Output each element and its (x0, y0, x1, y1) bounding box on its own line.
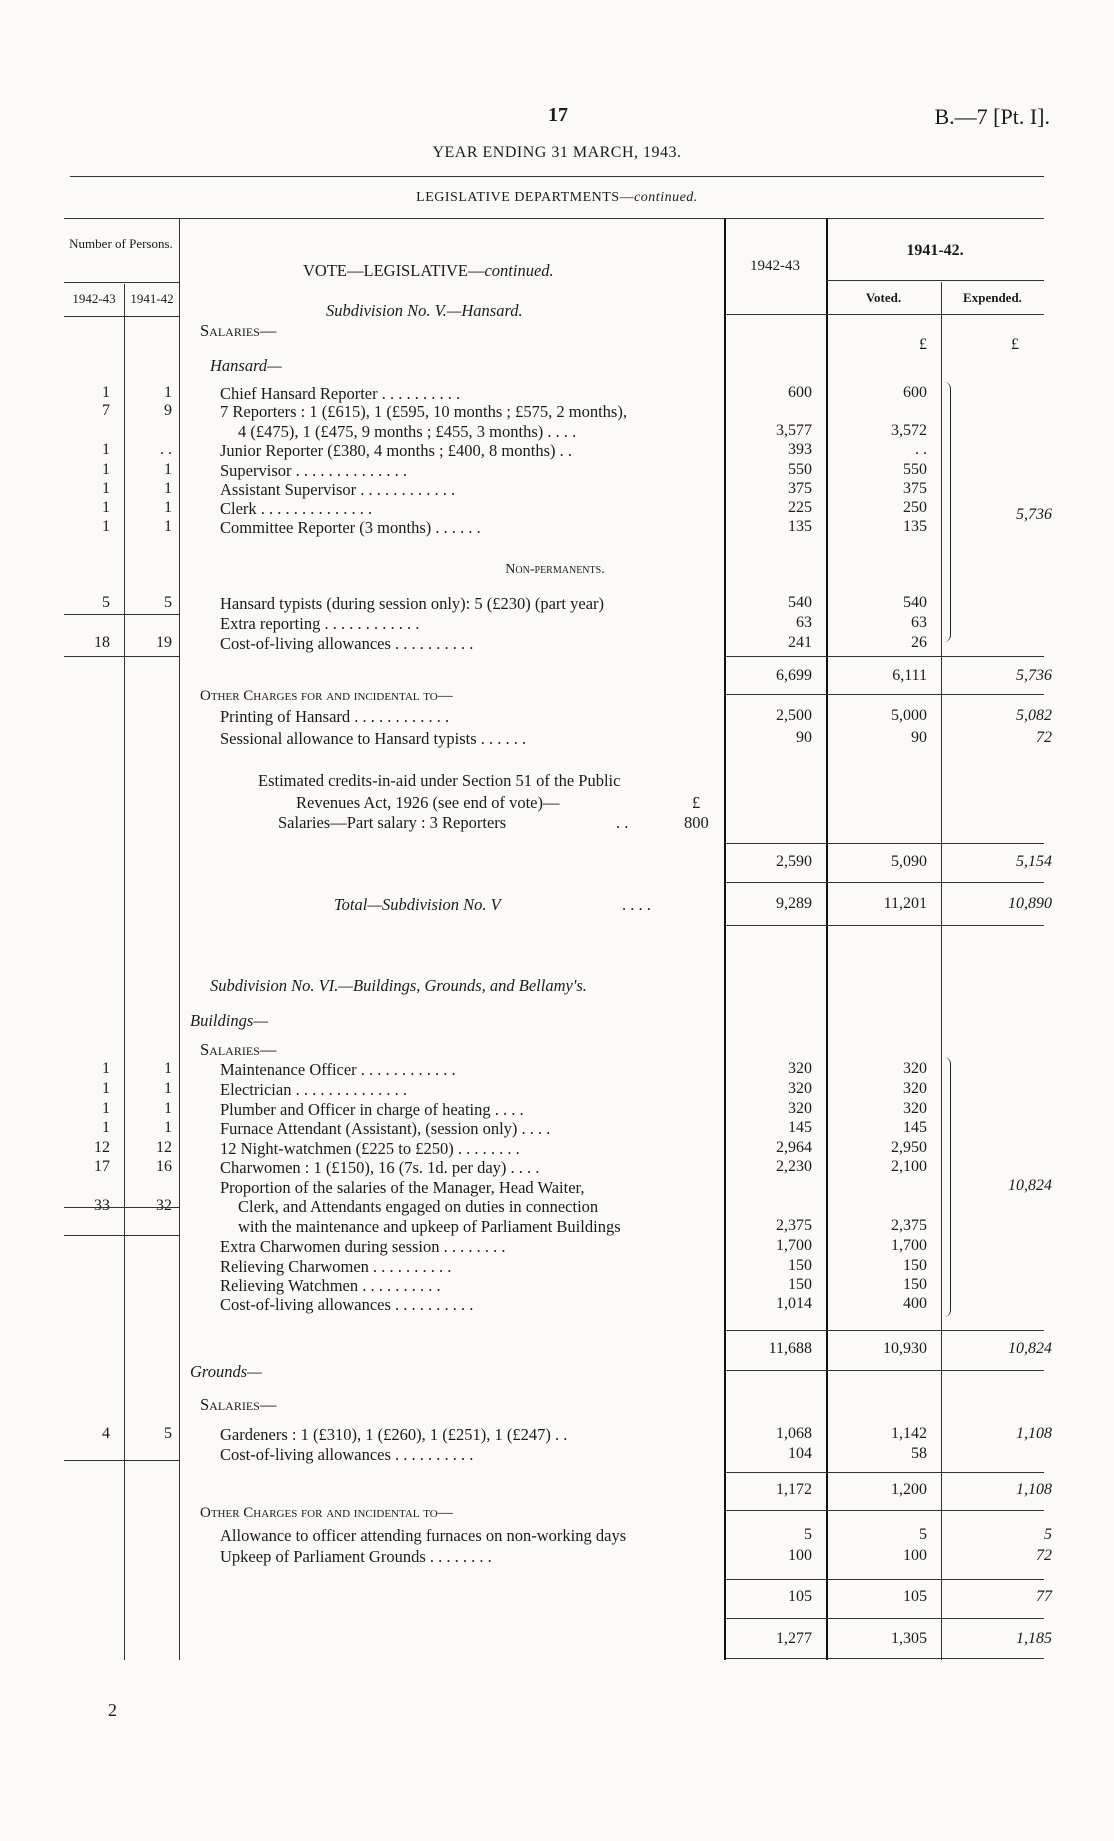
grounds-total-est: 1,277 (776, 1630, 812, 1647)
row-label: Proportion of the salaries of the Manager, Head Waiter, (220, 1178, 585, 1197)
row-persons-1941: 9 (164, 402, 172, 419)
grounds-heading: Grounds— (190, 1362, 262, 1381)
row-voted: . . (915, 441, 927, 458)
grounds-sal-total-rule-b (726, 1510, 1044, 1511)
row-label: 7 Reporters : 1 (£615), 1 (£595, 10 months ; £575, 2 months), (220, 402, 627, 421)
row-persons-1942: 1 (102, 441, 110, 458)
col-rule-3 (724, 218, 726, 1660)
row-label: Clerk . . . . . . . . . . . . . . (220, 499, 373, 518)
buildings-total-rule-b (726, 1370, 1044, 1371)
credits-in-aid-line3: Salaries—Part salary : 3 Reporters (278, 813, 507, 832)
prev-year-heading: 1941-42. (906, 242, 964, 259)
grounds-other-total-est: 105 (788, 1588, 812, 1605)
buildings-total-est: 11,688 (768, 1340, 812, 1357)
printing-hansard-label: Printing of Hansard . . . . . . . . . . . . (220, 707, 450, 726)
row-voted: 63 (911, 614, 927, 631)
row-label: Extra reporting . . . . . . . . . . . . (220, 614, 420, 633)
subdiv5-other-total-est: 2,590 (776, 853, 812, 870)
row-label: Clerk, and Attendants engaged on duties in connection (238, 1197, 599, 1216)
document-reference: B.—7 [Pt. I]. (934, 104, 1050, 129)
grounds-total-expended: 1,185 (1016, 1630, 1052, 1647)
row-label: Relieving Watchmen . . . . . . . . . . (220, 1276, 441, 1295)
row-voted: 2,375 (891, 1217, 927, 1234)
subdiv5-salary-total-voted: 6,111 (892, 667, 927, 684)
persons-rule-b (64, 656, 180, 657)
row-persons-1942: 1 (102, 480, 110, 497)
row-estimate: 540 (788, 594, 812, 611)
year-title: YEAR ENDING 31 MARCH, 1943. (432, 144, 682, 161)
row-estimate: 600 (788, 384, 812, 401)
credits-in-aid-line1: Estimated credits-in-aid under Section 51 of the Public (258, 771, 621, 790)
row-estimate: 150 (788, 1257, 812, 1274)
row-estimate: 2,964 (776, 1139, 812, 1156)
subdiv5-salaries-heading: Salaries— (200, 321, 277, 340)
subdiv5-total-label: Total—Subdivision No. V (334, 895, 501, 914)
row-label: Relieving Charwomen . . . . . . . . . . (220, 1257, 452, 1276)
printing-hansard-expended: 5,082 (1016, 707, 1052, 724)
row-persons-1941: 1 (164, 1119, 172, 1136)
row-persons-1942: 7 (102, 402, 110, 419)
grounds-sal-total-expended: 1,108 (1016, 1481, 1052, 1498)
row-voted: 550 (903, 461, 927, 478)
row-label: Extra Charwomen during session . . . . . . . . (220, 1237, 506, 1256)
furnace-allowance-est: 5 (804, 1526, 812, 1543)
row-label: Supervisor . . . . . . . . . . . . . . (220, 461, 407, 480)
row-label: Hansard typists (during session only): 5 (£230) (part year) (220, 594, 605, 613)
buildings-total-rule (726, 1330, 1044, 1331)
sessional-allowance-est: 90 (796, 729, 812, 746)
row-estimate: 550 (788, 461, 812, 478)
gardeners-persons-1941: 5 (164, 1425, 172, 1442)
expended-pound-sign: £ (1011, 336, 1019, 353)
row-persons-1941: 16 (156, 1158, 172, 1175)
gardeners-label: Gardeners : 1 (£310), 1 (£260), 1 (£251), 1 (£247) . . (220, 1425, 568, 1444)
row-persons-1941: 1 (164, 461, 172, 478)
row-persons-1942: 1 (102, 461, 110, 478)
row-label: Charwomen : 1 (£150), 16 (7s. 1d. per day) . . . . (220, 1158, 540, 1177)
row-persons-1941: 1 (164, 518, 172, 535)
row-voted: 320 (903, 1100, 927, 1117)
row-persons-1942: 1 (102, 384, 110, 401)
sessional-allowance-voted: 90 (911, 729, 927, 746)
nonpermanents-heading: Non-permanents. (505, 562, 605, 577)
credits-in-aid-line2: Revenues Act, 1926 (see end of vote)— (296, 793, 560, 812)
upkeep-grounds-label: Upkeep of Parliament Grounds . . . . . . . . (220, 1547, 492, 1566)
row-voted: 250 (903, 499, 927, 516)
row-label: Electrician . . . . . . . . . . . . . . (220, 1080, 407, 1099)
subdiv5-total-voted: 11,201 (883, 895, 927, 912)
upkeep-grounds-expended: 72 (1036, 1547, 1052, 1564)
row-voted: 600 (903, 384, 927, 401)
row-label: with the maintenance and upkeep of Parliament Buildings (238, 1217, 621, 1236)
row-estimate: 320 (788, 1060, 812, 1077)
credits-pound-sign: £ (692, 793, 701, 812)
page-number: 17 (548, 104, 568, 126)
row-estimate: 63 (796, 614, 812, 631)
subdiv5-other-total-rule (726, 843, 1044, 844)
row-voted: 3,572 (891, 422, 927, 439)
row-label: Assistant Supervisor . . . . . . . . . . . . (220, 480, 456, 499)
row-persons-1942: 18 (94, 634, 110, 651)
subdiv5-other-total-expended: 5,154 (1016, 853, 1052, 870)
top-rule (70, 176, 1044, 177)
grounds-other-total-voted: 105 (903, 1588, 927, 1605)
row-voted: 135 (903, 518, 927, 535)
grounds-other-total-rule-b (726, 1618, 1044, 1619)
persons-1942-heading: 1942-43 (72, 291, 116, 306)
persons-1941-heading: 1941-42 (130, 291, 174, 306)
grounds-total-rule (726, 1658, 1044, 1659)
row-estimate: 1,014 (776, 1295, 812, 1312)
subdiv5-brace-total: 5,736 (1016, 506, 1052, 523)
row-estimate: 320 (788, 1080, 812, 1097)
row-estimate: 145 (788, 1119, 812, 1136)
subdiv5-total-rule (726, 925, 1044, 926)
buildings-heading: Buildings— (190, 1011, 268, 1030)
gardeners-persons-1942: 4 (102, 1425, 110, 1442)
voted-pound-sign: £ (919, 336, 927, 353)
row-voted: 26 (911, 634, 927, 651)
row-voted: 145 (903, 1119, 927, 1136)
row-voted: 1,700 (891, 1237, 927, 1254)
subdiv5-salary-total-expended: 5,736 (1016, 667, 1052, 684)
row-estimate: 2,375 (776, 1217, 812, 1234)
row-persons-1942: 33 (94, 1197, 110, 1214)
row-estimate: 2,230 (776, 1158, 812, 1175)
row-persons-1942: 1 (102, 499, 110, 516)
row-voted: 2,100 (891, 1158, 927, 1175)
grounds-total-voted: 1,305 (891, 1630, 927, 1647)
subdiv6-title: Subdivision No. VI.—Buildings, Grounds, and Bellamy's. (210, 976, 587, 995)
hansard-heading: Hansard— (210, 356, 282, 375)
row-estimate: 150 (788, 1276, 812, 1293)
row-persons-1941: 1 (164, 384, 172, 401)
subdiv5-salary-total-rule (726, 656, 1044, 657)
prev-year-rule (826, 280, 1044, 281)
grounds-sal-total-est: 1,172 (776, 1481, 812, 1498)
grounds-other-total-expended: 77 (1036, 1588, 1052, 1605)
grounds-sal-total-rule (726, 1472, 1044, 1473)
subdiv5-brace (944, 382, 951, 642)
row-estimate: 375 (788, 480, 812, 497)
row-label: Committee Reporter (3 months) . . . . . . (220, 518, 481, 537)
buildings-total-expended: 10,824 (1008, 1340, 1052, 1357)
row-voted: 400 (903, 1295, 927, 1312)
row-persons-1941: 1 (164, 499, 172, 516)
furnace-allowance-voted: 5 (919, 1526, 927, 1543)
credits-in-aid-amount: 800 (684, 813, 709, 832)
voted-heading: Voted. (865, 290, 902, 305)
row-label: 4 (£475), 1 (£475, 9 months ; £455, 3 months) . . . . (238, 422, 577, 441)
row-persons-1941: 12 (156, 1139, 172, 1156)
row-label: Chief Hansard Reporter . . . . . . . . . . (220, 384, 461, 403)
head-bottom-rule (726, 314, 1044, 315)
row-estimate: 3,577 (776, 422, 812, 439)
subdiv5-total-est: 9,289 (776, 895, 812, 912)
sessional-allowance-label: Sessional allowance to Hansard typists . . . . . . (220, 729, 527, 748)
row-voted: 320 (903, 1080, 927, 1097)
grounds-sal-total-voted: 1,200 (891, 1481, 927, 1498)
row-persons-1942: 1 (102, 1100, 110, 1117)
row-persons-1942: 1 (102, 1119, 110, 1136)
row-persons-1941: 1 (164, 1060, 172, 1077)
footer-page-marker: 2 (108, 1700, 117, 1720)
row-persons-1941: 1 (164, 480, 172, 497)
sessional-allowance-expended: 72 (1036, 729, 1052, 746)
gardeners-voted: 1,142 (891, 1425, 927, 1442)
number-persons-heading: Number of Persons. (69, 236, 173, 251)
row-persons-1942: 17 (94, 1158, 110, 1175)
row-persons-1941: . . (160, 441, 172, 458)
row-label: 12 Night-watchmen (£225 to £250) . . . . . . . . (220, 1139, 520, 1158)
row-voted: 375 (903, 480, 927, 497)
persons-head-rule (64, 316, 180, 317)
persons-rule-e (64, 1460, 180, 1461)
upkeep-grounds-voted: 100 (903, 1547, 927, 1564)
persons-rule-a (64, 614, 180, 615)
subdiv5-salary-total-rule-b (726, 694, 1044, 695)
row-persons-1942: 1 (102, 1060, 110, 1077)
expended-heading: Expended. (963, 290, 1022, 305)
row-persons-1941: 19 (156, 634, 172, 651)
upkeep-grounds-est: 100 (788, 1547, 812, 1564)
furnace-allowance-label: Allowance to officer attending furnaces on non-working days (220, 1526, 627, 1545)
subdiv5-other-total-rule-b (726, 882, 1044, 883)
subdiv5-total-expended: 10,890 (1008, 895, 1052, 912)
row-persons-1941: 1 (164, 1080, 172, 1097)
col-rule-5 (941, 282, 942, 1660)
grounds-col-voted: 58 (911, 1445, 927, 1462)
subdiv5-salary-total-est: 6,699 (776, 667, 812, 684)
row-persons-1942: 1 (102, 1080, 110, 1097)
row-persons-1942: 1 (102, 518, 110, 535)
row-persons-1942: 5 (102, 594, 110, 611)
row-voted: 150 (903, 1276, 927, 1293)
row-label: Plumber and Officer in charge of heating . . . . (220, 1100, 524, 1119)
subdiv5-title: Subdivision No. V.—Hansard. (326, 301, 523, 320)
row-persons-1942: 12 (94, 1139, 110, 1156)
row-estimate: 135 (788, 518, 812, 535)
col-rule-2 (179, 218, 180, 1660)
row-label: Junior Reporter (£380, 4 months ; £400, 8 months) . . (220, 441, 572, 460)
col-rule-4 (826, 218, 828, 1660)
row-persons-1941: 32 (156, 1197, 172, 1214)
subdiv5-other-charges-heading: Other Charges for and incidental to— (200, 688, 453, 704)
row-estimate: 393 (788, 441, 812, 458)
row-voted: 2,950 (891, 1139, 927, 1156)
estimate-1942-heading: 1942-43 (750, 258, 800, 274)
grounds-other-total-rule (726, 1579, 1044, 1580)
row-label: Cost-of-living allowances . . . . . . . . . . (220, 634, 474, 653)
row-label: Furnace Attendant (Assistant), (session only) . . . . (220, 1119, 551, 1138)
table-top-rule (64, 218, 1044, 219)
grounds-other-charges-heading: Other Charges for and incidental to— (200, 1505, 453, 1521)
buildings-salaries-heading: Salaries— (200, 1040, 277, 1059)
printing-hansard-est: 2,500 (776, 707, 812, 724)
row-persons-1941: 1 (164, 1100, 172, 1117)
buildings-total-voted: 10,930 (883, 1340, 927, 1357)
grounds-col-est: 104 (788, 1445, 812, 1462)
row-estimate: 320 (788, 1100, 812, 1117)
gardeners-est: 1,068 (776, 1425, 812, 1442)
row-voted: 540 (903, 594, 927, 611)
row-label: Maintenance Officer . . . . . . . . . . . . (220, 1060, 456, 1079)
department-title: LEGISLATIVE DEPARTMENTS—continued. (416, 190, 698, 205)
row-estimate: 1,700 (776, 1237, 812, 1254)
persons-rule-c (64, 1207, 180, 1208)
grounds-salaries-heading: Salaries— (200, 1395, 277, 1414)
row-voted: 320 (903, 1060, 927, 1077)
buildings-brace-total: 10,824 (1008, 1177, 1052, 1194)
persons-split-rule (64, 282, 180, 283)
row-label: Cost-of-living allowances . . . . . . . . . . (220, 1295, 474, 1314)
grounds-col-label: Cost-of-living allowances . . . . . . . . . . (220, 1445, 474, 1464)
row-estimate: 225 (788, 499, 812, 516)
gardeners-expended: 1,108 (1016, 1425, 1052, 1442)
buildings-brace (944, 1057, 951, 1317)
row-estimate: 241 (788, 634, 812, 651)
furnace-allowance-expended: 5 (1044, 1526, 1052, 1543)
vote-title: VOTE—LEGISLATIVE—continued. (303, 261, 554, 280)
col-rule-1 (124, 284, 125, 1660)
printing-hansard-voted: 5,000 (891, 707, 927, 724)
row-persons-1941: 5 (164, 594, 172, 611)
persons-rule-d (64, 1235, 180, 1236)
subdiv5-other-total-voted: 5,090 (891, 853, 927, 870)
credits-in-aid-dots: . . (616, 813, 629, 832)
subdiv5-total-dots: . . . . (622, 895, 651, 914)
row-voted: 150 (903, 1257, 927, 1274)
